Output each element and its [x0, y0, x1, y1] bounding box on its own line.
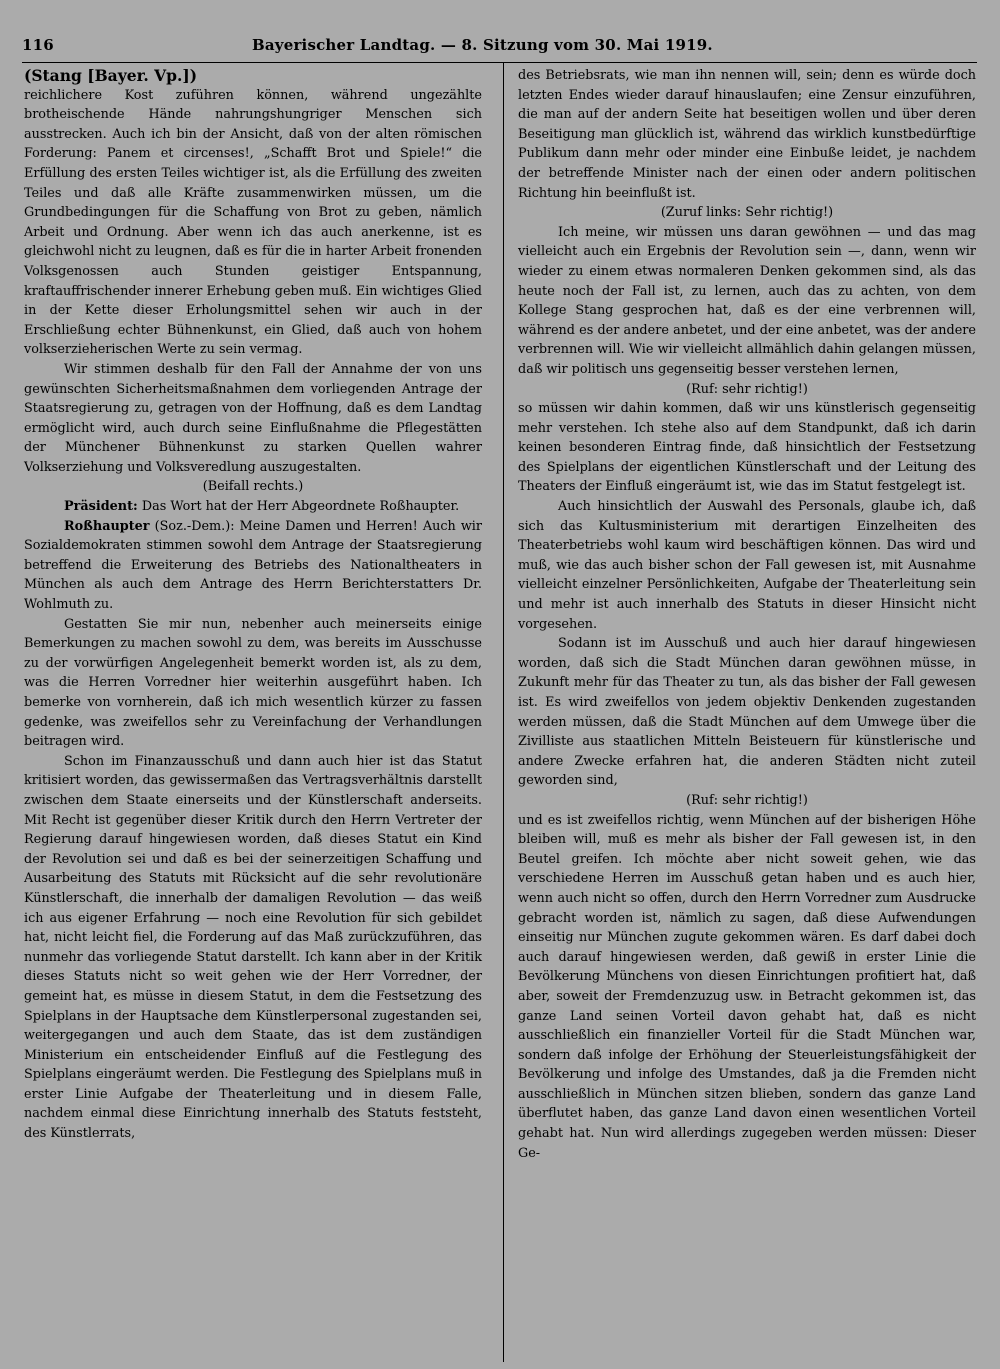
- column-divider: [503, 62, 504, 1362]
- header-rule: [22, 62, 977, 63]
- speaker-statement: [24, 517, 482, 615]
- statement-text: (Soz.-Dem.): Meine Damen und Herren! Auch wir Sozialdemokraten stimmen sowohl dem Antrage der Staatsregierung betreffend die Erweiterung des Betriebs des Nationaltheaters in München als auch dem Antrage des Herrn Berichterstatters Dr. Wohlmuth zu.: [24, 518, 482, 613]
- page-number: 116: [22, 36, 54, 54]
- paragraph: Wir stimmen deshalb für den Fall der Annahme der von uns gewünschten Sicherheitsmaßnahmen dem vorliegenden Antrage der Staatsregierung zu, getragen von der Hoffnung, daß es dem Landtag ermöglicht wird, auch durch seine Einflußnahme die Pflegestätten der Münchener Bühnenkunst zu starken Quellen wahrer Volkserziehung und Volksveredlung auszugestalten.: [24, 361, 482, 475]
- left-column: [24, 66, 482, 1144]
- statement-text: Das Wort hat der Herr Abgeordnete Roßhaupter.: [137, 499, 460, 515]
- running-title: Bayerischer Landtag. — 8. Sitzung vom 30. Mai 1919.: [252, 36, 713, 54]
- paragraph: des Betriebsrats, wie man ihn nennen will, sein; denn es würde doch letzten Endes wieder darauf hinauslaufen; eine Zensur einzuführen, die man auf der andern Seite hat beseitigen wollen und über deren Beseitigung man glücklich ist, während das wirklich kunstbedürftige Publikum dann mehr oder minder eine Einbuße leidet, je nachdem der betreffende Minister nach der einen oder andern politischen Richtung hin beeinflußt ist.: [518, 68, 976, 201]
- paragraph: reichlichere Kost zuführen können, während ungezählte brotheischende Hände nahrungshungriger Menschen sich ausstrecken. Auch ich bin der Ansicht, daß von der alten römischen Forderung: Panem et circenses!, „Schafft Brot und Spiele!“ die Erfüllung des ersten Teiles wichtiger ist, als die Erfüllung des zweiten Teiles und daß alle Kräfte zusammenwirken müssen, um die Grundbedingungen für die Schaffung von Brot zu geben, nämlich Arbeit und Ordnung. Aber wenn ich das auch anerkenne, ist es gleichwohl nicht zu leugnen, daß es für die in harter Arbeit fronenden Volksgenossen auch Stunden geistiger Entspannung, kraftauffrischender innerer Erhebung geben muß. Ein wichtiges Glied in der Kette dieser Erholungsmittel sehen wir auch in der Erschließung echter Bühnenkunst, ein Glied, daß auch von hohem volkserzieherischen Werte zu sein vermag.: [24, 87, 482, 358]
- paragraph: und es ist zweifellos richtig, wenn München auf der bisherigen Höhe bleiben will, muß es mehr als bisher der Fall gewesen ist, in den Beutel greifen. Ich möchte aber nicht soweit gehen, wie das verschiedene Herren im Ausschuß getan haben und es auch hier, wenn auch nicht so offen, durch den Herrn Vorredner zum Ausdrucke gebracht worden ist, nämlich zu sagen, daß diese Aufwendungen einseitig nur München zugute gekommen wären. Es darf dabei doch auch darauf hingewiesen werden, daß gewiß in erster Linie die Bevölkerung Münchens von diesen Einrichtungen profitiert hat, daß aber, soweit der Fremdenzuzug usw. in Betracht gekommen ist, das ganze Land seinen Vorteil davon gehabt hat, daß es nicht ausschließlich ein finanzieller Vorteil für die Stadt München war, sondern daß infolge der Erhöhung der Steuerleistungsfähigkeit der Bevölkerung und infolge des Umstandes, daß ja die Fremden nicht ausschließlich in München sitzen blieben, sondern das ganze Land überflutet haben, das ganze Land davon einen wesentlichen Vorteil gehabt hat. Nun wird allerdings zugegeben werden müssen: Dieser Ge-: [518, 812, 976, 1161]
- right-column: [518, 66, 976, 1163]
- president-statement: [24, 497, 482, 517]
- page-header: [22, 32, 980, 58]
- interjection: (Zuruf links: Sehr richtig!): [660, 205, 834, 221]
- speaker-name: Präsident:: [64, 499, 138, 515]
- paragraph: Sodann ist im Ausschuß und auch hier darauf hingewiesen worden, daß sich die Stadt München daran gewöhnen müsse, in Zukunft mehr für das Theater zu tun, als das bisher der Fall gewesen ist. Es wird zweifellos von jedem objektiv Denkenden zugestanden werden müssen, daß die Stadt München auf dem Umwege über die Zivilliste aus staatlichen Mitteln Beisteuern für künstlerische und andere Zwecke erfahren hat, die anderen Städten nicht zuteil geworden sind,: [518, 636, 976, 789]
- paragraph: Gestatten Sie mir nun, nebenher auch meinerseits einige Bemerkungen zu machen sowohl zu dem, was bereits im Ausschusse zu der vorwürfigen Angelegenheit bemerkt worden ist, als zu dem, was die Herren Vorredner hier weiterhin ausgeführt haben. Ich bemerke von vornherein, daß ich mich wesentlich kürzer zu fassen gedenke, was zweifellos sehr zu Vereinfachung der Verhandlungen beitragen wird.: [24, 616, 482, 750]
- paragraph: Schon im Finanzausschuß und dann auch hier ist das Statut kritisiert worden, das gewissermaßen das Vertragsverhältnis darstellt zwischen dem Staate einerseits und der Künstlerschaft anderseits. Mit Recht ist gegenüber dieser Kritik durch den Herrn Vertreter der Regierung darauf hingewiesen worden, daß dieses Statut ein Kind der Revolution sei und daß es bei der seinerzeitigen Schaffung und Ausarbeitung des Statuts mit Rücksicht auf die sehr revolutionäre Künstlerschaft, die innerhalb der damaligen Revolution — das weiß ich aus eigener Erfahrung — noch eine Revolution für sich gebildet hat, nicht leicht fiel, die Forderung auf das Maß zurückzuführen, das nunmehr das vorliegende Statut darstellt. Ich kann aber in der Kritik dieses Statuts nicht so weit gehen wie der Herr Vorredner, der gemeint hat, es müsse in diesem Statut, in dem die Festsetzung des Spielplans in der Hauptsache dem Künstlerpersonal zugestanden sei, weitergegangen und auch dem Staate, das ist dem zuständigen Ministerium ein entscheidender Einfluß auf die Festlegung des Spielplans eingeräumt werden. Die Festlegung des Spielplans muß in erster Linie Aufgabe der Theaterleitung und in diesem Falle, nachdem einmal diese Einrichtung innerhalb des Statuts feststeht, des Künstlerrats,: [24, 753, 482, 1142]
- speaker-mark: (Stang [Bayer. Vp.]): [24, 66, 198, 85]
- interjection: (Beifall rechts.): [202, 479, 304, 495]
- paragraph: Auch hinsichtlich der Auswahl des Personals, glaube ich, daß sich das Kultusministerium mit derartigen Einzelheiten des Theaterbetriebs wohl kaum wird beschäftigen können. Das wird und muß, wie das auch bisher schon der Fall gewesen ist, mit Ausnahme vielleicht einzelner Persönlichkeiten, Aufgabe der Theaterleitung sein und mehr ist auch innerhalb des Statuts in dieser Hinsicht nicht vorgesehen.: [518, 499, 976, 632]
- speaker-name: Roßhaupter: [64, 518, 150, 534]
- interjection: (Ruf: sehr richtig!): [686, 381, 808, 397]
- paragraph: so müssen wir dahin kommen, daß wir uns künstlerisch gegenseitig mehr verstehen. Ich stehe also auf dem Standpunkt, daß ich darin keinen besonderen Eintrag finde, daß hinsichtlich der Festsetzung des Spielplans der eigentlichen Künstlerschaft und der Leitung des Theaters der Einfluß eingeräumt ist, wie das im Statut festgelegt ist.: [518, 401, 976, 495]
- paragraph: Ich meine, wir müssen uns daran gewöhnen — und das mag vielleicht auch ein Ergebnis der Revolution sein —, dann, wenn wir wieder zu einem etwas normaleren Denken gekommen sind, als das heute noch der Fall ist, zu lernen, auch das zu achten, von dem Kollege Stang gesprochen hat, daß es der eine verbrennen will, während es der andere anbetet, und der eine anbetet, was der andere verbrennen will. Wie wir vielleicht allmählich dahin gelangen müssen, daß wir politisch uns gegenseitig besser verstehen lernen,: [518, 224, 976, 377]
- interjection: (Ruf: sehr richtig!): [686, 792, 808, 808]
